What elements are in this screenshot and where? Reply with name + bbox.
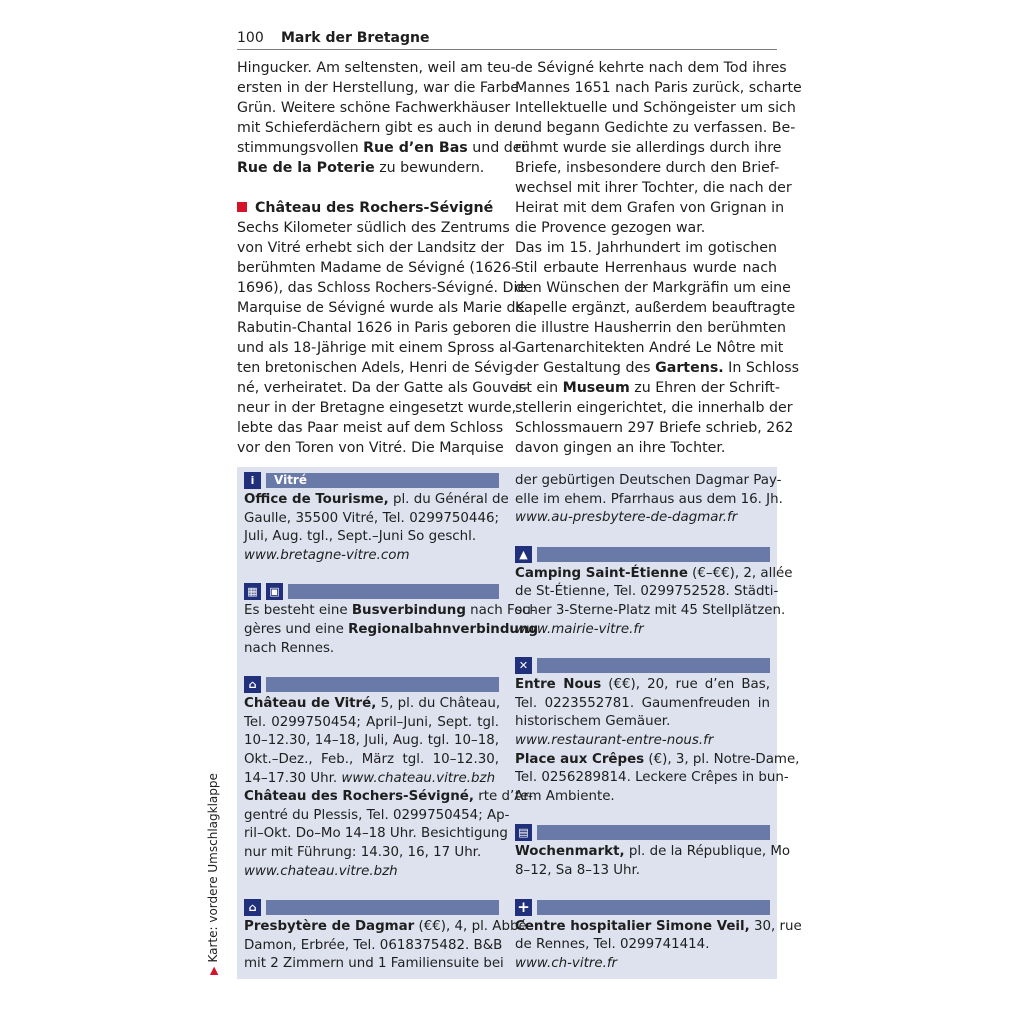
text-line: de St-Étienne, Tel. 0299752528. Städti-	[515, 584, 779, 600]
text-line: scher 3-Sterne-Platz mit 45 Stellplätzen.	[515, 602, 786, 618]
text-line: né, verheiratet. Da der Gatte als Gouver-	[237, 380, 529, 396]
bus-icon: ▦	[244, 583, 261, 600]
text-line: Tel. 0299750454; April–Juni, Sept. tgl.	[244, 714, 499, 730]
tourism-link[interactable]: www.bretagne-vitre.com	[244, 547, 410, 563]
text-line: ten bretonischen Adels, Henri de Sévig-	[237, 360, 519, 376]
text-line: Gaulle, 35500 Vitré, Tel. 0299750446;	[244, 510, 499, 526]
chateau-vitre-link[interactable]: www.chateau.vitre.bzh	[341, 770, 496, 786]
left-text-column	[237, 58, 529, 458]
text-line: Rabutin-Chantal 1626 in Paris geboren	[237, 320, 512, 336]
info-right-column	[515, 472, 802, 973]
text-line: stimmungsvollen Rue d’en Bas und der	[237, 140, 528, 156]
text-line: de Rennes, Tel. 0299741414.	[515, 937, 710, 953]
text-line: nur mit Führung: 14.30, 16, 17 Uhr.	[244, 844, 482, 860]
info-icon: i	[244, 472, 261, 489]
text-line: Grün. Weitere schöne Fachwerkhäuser	[237, 100, 511, 116]
text-line: Centre hospitalier Simone Veil, 30, rue	[515, 918, 802, 934]
text-line: und begann Gedichte zu verfassen. Be-	[515, 120, 796, 136]
section-bar-hospital	[515, 899, 770, 916]
text-line: mit 2 Zimmern und 1 Familiensuite bei	[244, 956, 504, 972]
text-line: davon gingen an ihre Tochter.	[515, 440, 726, 456]
text-line: Das im 15. Jahrhundert im gotischen	[515, 240, 777, 256]
text-line: historischem Gemäuer.	[515, 714, 671, 730]
section-bar-transport	[244, 583, 499, 600]
text-line: Château de Vitré, 5, pl. du Château,	[244, 696, 501, 712]
text-line: de Sévigné kehrte nach dem Tod ihres	[515, 60, 787, 76]
text-line: ist ein Museum zu Ehren der Schrift-	[515, 380, 780, 396]
market-icon: ▤	[515, 824, 532, 841]
text-line: gères und eine Regionalbahnverbindung	[244, 621, 539, 637]
page-header	[237, 30, 777, 50]
text-line: tem Ambiente.	[515, 788, 615, 804]
text-line: Intellektuelle und Schöngeister um sich	[515, 100, 796, 116]
right-text-column	[515, 58, 802, 458]
text-line: berühmten Madame de Sévigné (1626–	[237, 260, 519, 276]
arrow-icon: ▶	[207, 966, 220, 975]
museum-icon: ⌂	[244, 676, 261, 693]
text-line: Damon, Erbrée, Tel. 0618375482. B&B	[244, 937, 503, 953]
train-icon: ▣	[266, 583, 283, 600]
text-line: Gartenarchitekten André Le Nôtre mit	[515, 340, 784, 356]
text-line: Kapelle ergänzt, außerdem beauftragte	[515, 300, 796, 316]
text-line: Marquise de Sévigné wurde als Marie de	[237, 300, 525, 316]
text-line: Sechs Kilometer südlich des Zentrums	[237, 220, 510, 236]
presbytere-link[interactable]: www.au-presbytere-de-dagmar.fr	[515, 510, 738, 526]
text-line: 14–17.30 Uhr. www.chateau.vitre.bzh	[244, 770, 496, 786]
text-line: Hingucker. Am seltensten, weil am teu-	[237, 60, 516, 76]
camping-link[interactable]: www.mairie-vitre.fr	[515, 621, 644, 637]
entre-nous-link[interactable]: www.restaurant-entre-nous.fr	[515, 732, 714, 748]
text-line: Office de Tourisme, pl. du Général de	[244, 492, 509, 507]
restaurant-icon: ✕	[515, 657, 532, 674]
text-line: mit Schieferdächern gibt es auch in der	[237, 120, 518, 136]
running-title: Mark der Bretagne	[281, 30, 430, 46]
text-line: den Wünschen der Markgräfin um eine	[515, 280, 791, 296]
text-line: der Gestaltung des Gartens. In Schloss	[515, 360, 800, 376]
text-line: Wochenmarkt, pl. de la République, Mo	[515, 844, 791, 860]
chateau-rochers-link[interactable]: www.chateau.vitre.bzh	[244, 863, 398, 879]
text-line: die Provence gezogen war.	[515, 220, 706, 236]
text-line: neur in der Bretagne eingesetzt wurde,	[237, 400, 517, 416]
section-bar-title: Vitré	[274, 473, 307, 487]
text-line: Place aux Crêpes (€), 3, pl. Notre-Dame,	[515, 751, 800, 767]
text-line: Heirat mit dem Grafen von Grignan in	[515, 200, 785, 216]
text-line: die illustre Hausherrin den berühmten	[515, 320, 786, 336]
text-line: wechsel mit ihrer Tochter, die nach der	[515, 180, 792, 196]
text-line: der gebürtigen Deutschen Dagmar Pay-	[515, 473, 782, 488]
text-line: ersten in der Herstellung, war die Farbe	[237, 80, 520, 96]
section-bar-camping	[515, 546, 770, 563]
text-line: nach Rennes.	[244, 640, 335, 656]
text-line: elle im ehem. Pfarrhaus aus dem 16. Jh.	[515, 491, 783, 507]
text-line: Tel. 0256289814. Leckere Crêpes in bun-	[515, 770, 789, 786]
text-line: Juli, Aug. tgl., Sept.–Juni So geschl.	[244, 529, 477, 545]
text-line: Rue de la Poterie zu bewundern.	[237, 160, 485, 176]
section-heading: Château des Rochers-Sévigné	[237, 198, 499, 218]
text-line: ril–Okt. Do–Mo 14–18 Uhr. Besichtigung	[244, 826, 508, 842]
text-line: stellerin eingerichtet, die innerhalb der	[515, 400, 793, 416]
text-line: lebte das Paar meist auf dem Schloss	[237, 420, 504, 436]
text-line: Camping Saint-Étienne (€–€€), 2, allée	[515, 565, 793, 581]
section-bar-vitre	[244, 472, 499, 489]
text-line: 8–12, Sa 8–13 Uhr.	[515, 862, 641, 878]
text-line: Okt.–Dez., Feb., März tgl. 10–12.30,	[244, 751, 499, 767]
text-line: Schlossmauern 297 Briefe schrieb, 262	[515, 420, 794, 436]
text-line: 10–12.30, 14–18, Juli, Aug. tgl. 10–18,	[244, 733, 499, 749]
text-line: und als 18-Jährige mit einem Spross al-	[237, 340, 517, 356]
text-line: Es besteht eine Busverbindung nach Fou-	[244, 603, 536, 619]
hotel-icon: ⌂	[244, 899, 261, 916]
red-square-icon	[237, 202, 247, 212]
text-line: Château des Rochers-Sévigné, rte d’Ar-	[244, 789, 533, 805]
hospital-link[interactable]: www.ch-vitre.fr	[515, 955, 618, 971]
text-line: 1696), das Schloss Rochers-Sévigné. Die	[237, 280, 527, 296]
hospital-icon: +	[515, 899, 532, 916]
text-line: Entre Nous (€€), 20, rue d’en Bas,	[515, 677, 770, 693]
info-left-column	[244, 472, 539, 974]
page-number: 100	[237, 30, 264, 46]
map-reference-note: ▶Karte: vordere Umschlagklappe	[206, 773, 220, 975]
section-bar-market	[515, 824, 770, 841]
text-line: vor den Toren von Vitré. Die Marquise	[237, 440, 504, 456]
text-line: Tel. 0223552781. Gaumenfreuden in	[515, 695, 770, 711]
section-bar-restaurants	[515, 657, 770, 674]
text-line: Stil erbaute Herrenhaus wurde nach	[515, 260, 777, 276]
section-bar-lodging	[244, 899, 499, 916]
camping-icon: ▲	[515, 546, 532, 563]
section-bar-museums	[244, 676, 499, 693]
text-line: von Vitré erhebt sich der Landsitz der	[237, 240, 505, 256]
text-line: Presbytère de Dagmar (€€), 4, pl. Abbé	[244, 919, 527, 935]
text-line: rühmt wurde sie allerdings durch ihre	[515, 140, 782, 156]
text-line: Mannes 1651 nach Paris zurück, scharte	[515, 80, 802, 96]
text-line: gentré du Plessis, Tel. 0299750454; Ap-	[244, 807, 510, 823]
text-line: Briefe, insbesondere durch den Brief-	[515, 160, 780, 176]
